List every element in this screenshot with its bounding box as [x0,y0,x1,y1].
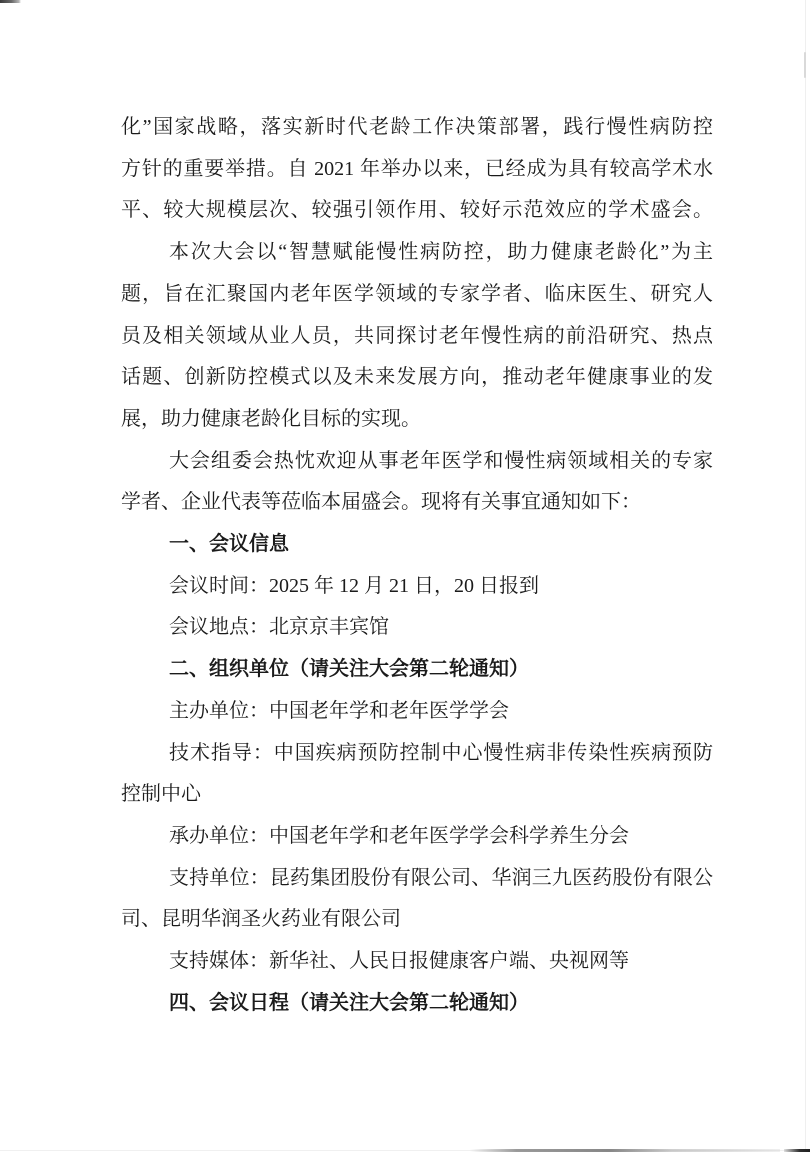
document-line: 会议时间：2025 年 12 月 21 日，20 日报到 [169,574,539,597]
document-line: 话题、创新防控模式以及未来发展方向，推动老年健康事业的发 [121,366,713,389]
section-heading: 一、会议信息 [169,533,289,556]
document-line: 主办单位：中国老年学和老年医学学会 [169,699,509,722]
document-line: 本次大会以“智慧赋能慢性病防控，助力健康老龄化”为主 [169,241,713,264]
section-heading: 四、会议日程（请关注大会第二轮通知） [169,991,529,1014]
scan-smudge-top-left [0,0,21,3]
document-line: 题，旨在汇聚国内老年医学领域的专家学者、临床医生、研究人 [121,282,713,305]
section-heading: 二、组织单位（请关注大会第二轮通知） [169,658,529,681]
document-line: 支持单位：昆药集团股份有限公司、华润三九医药股份有限公 [169,866,713,889]
document-line: 技术指导：中国疾病预防控制中心慢性病非传染性疾病预防 [169,741,713,764]
document-line: 学者、企业代表等莅临本届盛会。现将有关事宜通知如下： [121,491,641,514]
document-line: 展，助力健康老龄化目标的实现。 [121,407,421,430]
scan-edge-right [805,0,806,1152]
document-line: 控制中心 [121,783,201,806]
document-line: 平、较大规模层次、较强引领作用、较好示范效应的学术盛会。 [121,199,713,222]
document-line: 支持媒体：新华社、人民日报健康客户端、央视网等 [169,950,629,973]
scan-edge-right-mark [804,52,806,78]
document-line: 化”国家战略，落实新时代老龄工作决策部署，践行慢性病防控 [121,116,713,138]
document-body [121,107,713,1024]
document-line: 大会组委会热忱欢迎从事老年医学和慢性病领域相关的专家 [169,449,713,472]
document-line: 司、昆明华润圣火药业有限公司 [121,908,401,931]
document-line: 会议地点：北京京丰宾馆 [169,616,389,639]
document-line: 员及相关领域从业人员，共同探讨老年慢性病的前沿研究、热点 [121,324,713,347]
document-line: 承办单位：中国老年学和老年医学学会科学养生分会 [169,824,629,847]
document-line: 方针的重要举措。自 2021 年举办以来，已经成为具有较高学术水 [121,157,713,180]
